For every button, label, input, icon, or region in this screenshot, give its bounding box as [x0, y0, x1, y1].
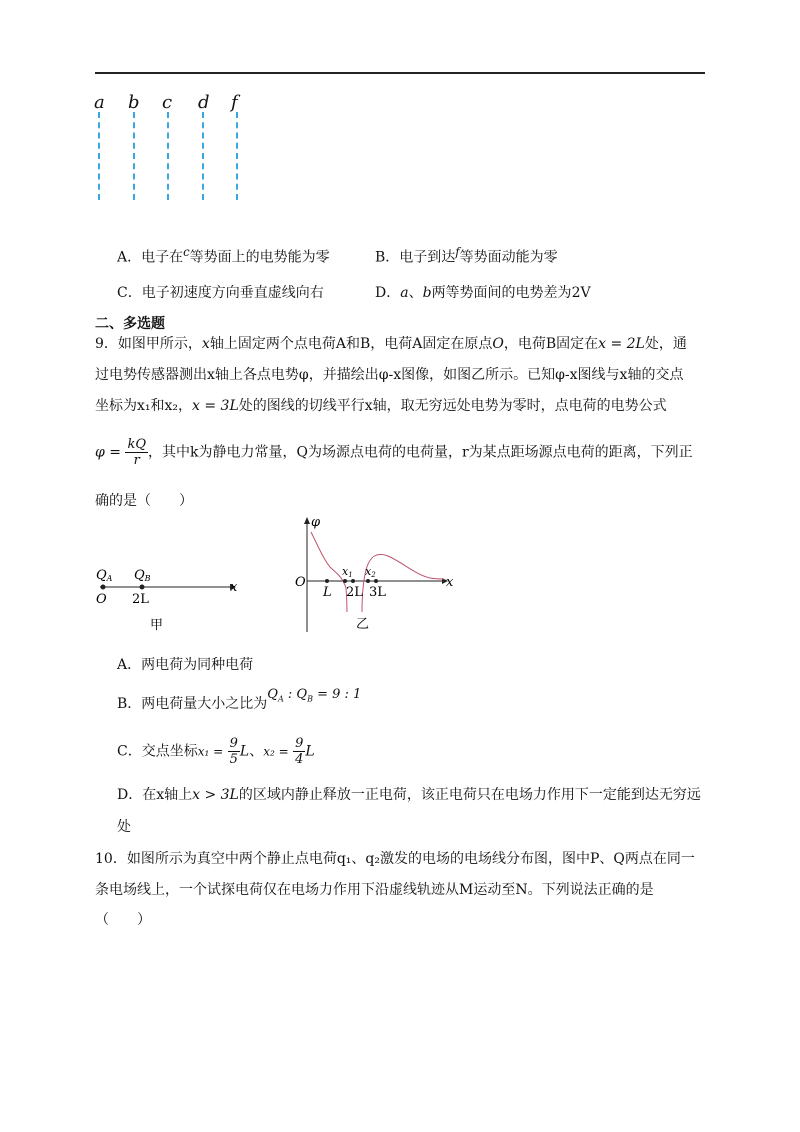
plane-label-c: c [162, 92, 173, 113]
charge-a-dot [101, 585, 106, 590]
q10-stem-line3: （ ） [95, 912, 151, 928]
tick-x1 [343, 579, 347, 583]
dashed-line-b [133, 112, 135, 200]
plane-label-b: b [128, 92, 140, 113]
fraction-9-5: $\frac{9}{5}$ [229, 736, 238, 767]
q9-option-a: A．两电荷为同种电荷 [117, 657, 254, 673]
label-origin: O [96, 592, 107, 607]
q9-option-c: C．交点坐标x₁ = $\frac{9}{5}$ L、x₂ = $\frac{9}{4}$ L [117, 736, 315, 767]
section-heading-multi-choice: 二、多选题 [95, 316, 165, 332]
label-qa: QA [96, 568, 113, 583]
q8-option-b: B．电子到达$^f$等势面动能为零 [375, 245, 558, 266]
dashed-line-c [167, 112, 169, 200]
q9-stem-line5: 确的是（ ） [95, 493, 193, 509]
label-qb: QB [134, 568, 151, 583]
q9-stem-line2: 过电势传感器测出x轴上各点电势φ，并描绘出φ-x图像，如图乙所示。已知φ-x图线与x轴的交点 [95, 367, 684, 383]
label-phi: φ [311, 515, 321, 530]
label-origin: O [295, 575, 306, 590]
caption-jia: 甲 [150, 618, 164, 633]
q9-option-d-line2: 处 [117, 819, 131, 835]
label-l: L [323, 585, 332, 600]
q9-stem-line3: 坐标为x₁和x₂，x = 3L处的图线的切线平行x轴，取无穷远处电势为零时，点电荷的电势公式 [95, 398, 667, 414]
tick-l [325, 579, 329, 583]
dashed-line-a [98, 112, 100, 200]
phi-axis-arrow [304, 517, 310, 524]
label-2l: 2L [132, 592, 149, 607]
formula-fraction: $\frac{kQ}{r}$ [127, 437, 146, 468]
dashed-line-d [202, 112, 204, 200]
q8-option-d: D．a、b两等势面间的电势差为2V [375, 285, 591, 301]
q10-stem-line1: 10．如图所示为真空中两个静止点电荷q₁、q₂激发的电场的电场线分布图，图中P、Q两点在同一 [95, 851, 695, 867]
q9-option-d-line1: D．在x轴上x > 3L的区域内静止释放一正电荷，该正电荷只在电场力作用下一定能到达无穷远 [117, 787, 701, 803]
q8-option-a: A．电子在$^c$等势面上的电势能为零 [117, 245, 330, 266]
label-x-axis: x [230, 580, 238, 595]
q10-stem-line2: 条电场线上，一个试探电荷仅在电场力作用下沿虚线轨迹从M运动至N。下列说法正确的是 [95, 882, 654, 898]
plane-label-d: d [198, 92, 210, 113]
label-3l: 3L [369, 585, 386, 600]
caption-yi: 乙 [356, 617, 370, 632]
tick-2l [351, 579, 355, 583]
label-x-axis: x [446, 575, 454, 590]
q9-stem-line1: 9．如图甲所示，x轴上固定两个点电荷A和B，电荷A固定在原点O，电荷B固定在x = 2L处，通 [95, 336, 687, 352]
plane-label-a: a [94, 92, 105, 113]
label-x1: x1 [342, 565, 353, 579]
q9-stem-line4: φ = $\frac{kQ}{r}$ ，其中k为静电力常量，Q为场源点电荷的电荷量，r为某点距场源点电荷的距离，下列正 [95, 437, 693, 468]
q8-option-c: C．电子初速度方向垂直虚线向右 [117, 285, 324, 301]
label-x2: x2 [365, 565, 376, 579]
figure-yi [290, 512, 460, 637]
tick-x2 [366, 579, 370, 583]
charge-b-dot [140, 585, 145, 590]
phi-curve-right [362, 554, 444, 612]
plane-label-f: f [231, 92, 238, 113]
figure-jia [90, 565, 250, 635]
label-2l: 2L [346, 585, 363, 600]
header-rule [95, 72, 705, 74]
dashed-line-f [236, 112, 238, 200]
ratio-expression: $Q_A$ : $Q_B = 9$ : 1 [267, 687, 362, 704]
fraction-9-4: $\frac{9}{4}$ [295, 736, 304, 767]
q9-option-b: B．两电荷量大小之比为$Q_A$ : $Q_B = 9$ : 1 [117, 687, 362, 712]
tick-3l [374, 579, 378, 583]
